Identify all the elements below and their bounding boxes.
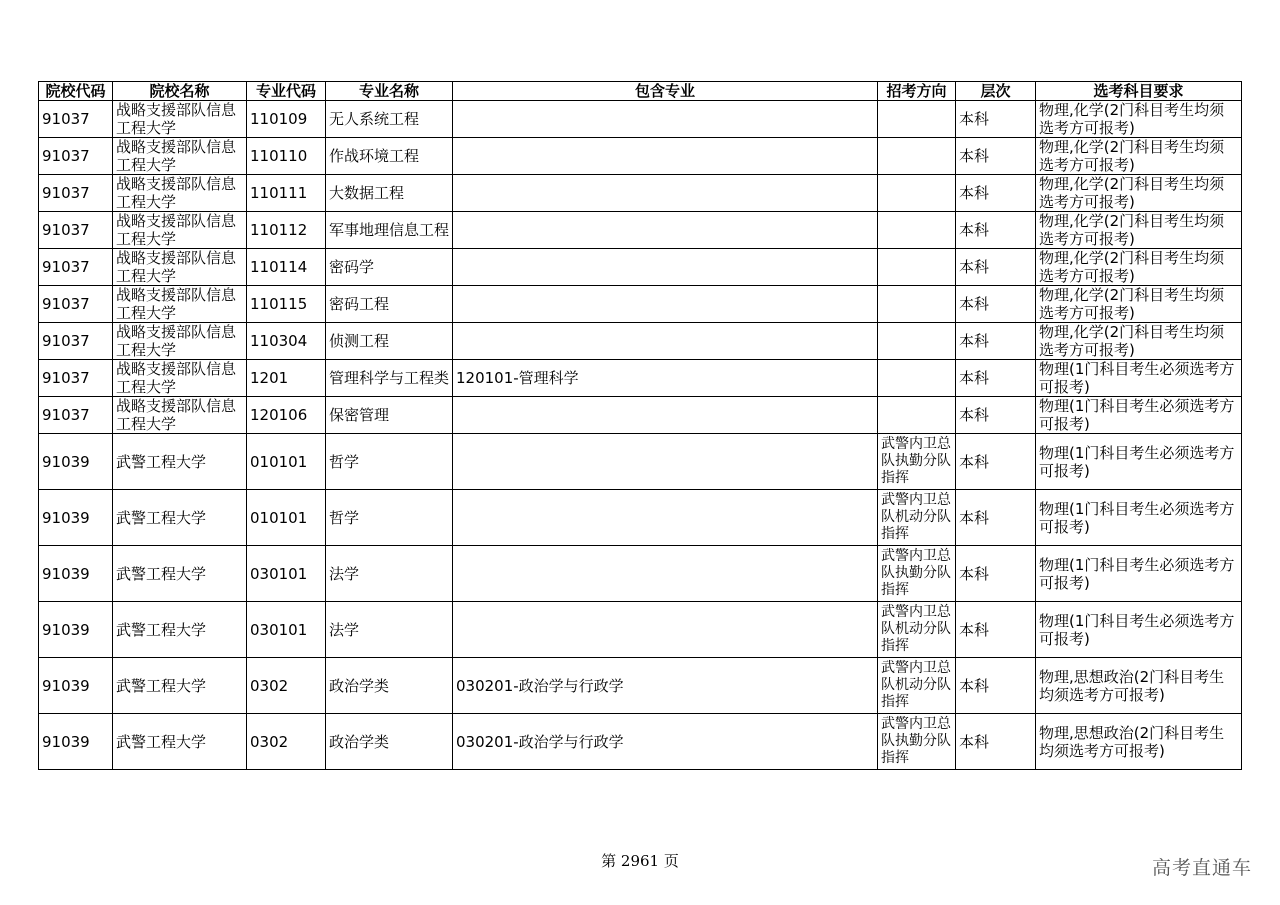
cell-requirement: 物理,化学(2门科目考生均须选考方可报考) [1036, 249, 1242, 286]
cell-major-name: 密码学 [326, 249, 453, 286]
cell-requirement: 物理,思想政治(2门科目考生均须选考方可报考) [1036, 658, 1242, 714]
cell-direction: 武警内卫总队执勤分队指挥 [878, 546, 956, 602]
cell-requirement: 物理(1门科目考生必须选考方可报考) [1036, 397, 1242, 434]
cell-school-code: 91037 [39, 101, 113, 138]
cell-school-code: 91039 [39, 602, 113, 658]
cell-school-code: 91039 [39, 658, 113, 714]
cell-major-code: 030101 [247, 602, 326, 658]
cell-major-code: 110114 [247, 249, 326, 286]
cell-requirement: 物理,化学(2门科目考生均须选考方可报考) [1036, 286, 1242, 323]
cell-included-majors [453, 546, 878, 602]
cell-major-name: 政治学类 [326, 658, 453, 714]
cell-requirement: 物理(1门科目考生必须选考方可报考) [1036, 602, 1242, 658]
cell-school-name: 武警工程大学 [113, 490, 247, 546]
cell-school-name: 战略支援部队信息工程大学 [113, 101, 247, 138]
cell-requirement: 物理(1门科目考生必须选考方可报考) [1036, 490, 1242, 546]
cell-major-code: 120106 [247, 397, 326, 434]
cell-major-name: 保密管理 [326, 397, 453, 434]
cell-direction: 武警内卫总队机动分队指挥 [878, 658, 956, 714]
cell-direction [878, 397, 956, 434]
cell-school-code: 91039 [39, 434, 113, 490]
cell-major-name: 大数据工程 [326, 175, 453, 212]
cell-major-code: 110110 [247, 138, 326, 175]
cell-included-majors [453, 397, 878, 434]
table-row [39, 360, 1242, 397]
cell-direction [878, 323, 956, 360]
cell-direction [878, 360, 956, 397]
cell-school-code: 91039 [39, 490, 113, 546]
table-row [39, 212, 1242, 249]
cell-included-majors [453, 138, 878, 175]
cell-included-majors [453, 212, 878, 249]
cell-requirement: 物理,思想政治(2门科目考生均须选考方可报考) [1036, 714, 1242, 770]
cell-level: 本科 [956, 101, 1036, 138]
cell-level: 本科 [956, 323, 1036, 360]
cell-direction: 武警内卫总队执勤分队指挥 [878, 714, 956, 770]
cell-major-name: 管理科学与工程类 [326, 360, 453, 397]
cell-major-code: 030101 [247, 546, 326, 602]
cell-major-name: 作战环境工程 [326, 138, 453, 175]
table-row [39, 249, 1242, 286]
cell-included-majors [453, 490, 878, 546]
cell-school-name: 战略支援部队信息工程大学 [113, 360, 247, 397]
watermark-logo-text: 高考直通车 [1151, 857, 1252, 879]
cell-school-name: 武警工程大学 [113, 714, 247, 770]
cell-school-code: 91037 [39, 212, 113, 249]
table-row [39, 602, 1242, 658]
cell-school-name: 战略支援部队信息工程大学 [113, 249, 247, 286]
cell-school-name: 战略支援部队信息工程大学 [113, 175, 247, 212]
header-row [39, 82, 1242, 101]
cell-direction [878, 138, 956, 175]
cell-requirement: 物理,化学(2门科目考生均须选考方可报考) [1036, 323, 1242, 360]
table-row [39, 714, 1242, 770]
cell-school-name: 武警工程大学 [113, 434, 247, 490]
cell-major-code: 010101 [247, 490, 326, 546]
cell-level: 本科 [956, 249, 1036, 286]
cell-major-code: 110304 [247, 323, 326, 360]
cell-school-code: 91037 [39, 360, 113, 397]
cell-major-name: 政治学类 [326, 714, 453, 770]
cell-major-name: 军事地理信息工程 [326, 212, 453, 249]
cell-requirement: 物理,化学(2门科目考生均须选考方可报考) [1036, 175, 1242, 212]
col-header-level: 层次 [956, 82, 1036, 101]
cell-school-name: 武警工程大学 [113, 602, 247, 658]
cell-requirement: 物理(1门科目考生必须选考方可报考) [1036, 360, 1242, 397]
cell-included-majors [453, 249, 878, 286]
cell-level: 本科 [956, 286, 1036, 323]
cell-included-majors [453, 175, 878, 212]
cell-school-code: 91037 [39, 249, 113, 286]
cell-major-name: 法学 [326, 602, 453, 658]
cell-included-majors: 120101-管理科学 [453, 360, 878, 397]
table-row [39, 434, 1242, 490]
table-row [39, 286, 1242, 323]
cell-school-code: 91037 [39, 175, 113, 212]
cell-included-majors [453, 434, 878, 490]
cell-level: 本科 [956, 138, 1036, 175]
cell-major-code: 0302 [247, 714, 326, 770]
cell-level: 本科 [956, 490, 1036, 546]
cell-requirement: 物理(1门科目考生必须选考方可报考) [1036, 546, 1242, 602]
cell-school-name: 战略支援部队信息工程大学 [113, 397, 247, 434]
cell-major-name: 哲学 [326, 490, 453, 546]
cell-included-majors [453, 101, 878, 138]
cell-direction [878, 212, 956, 249]
table-row [39, 658, 1242, 714]
cell-direction: 武警内卫总队机动分队指挥 [878, 602, 956, 658]
col-header-major-name: 专业名称 [326, 82, 453, 101]
cell-requirement: 物理,化学(2门科目考生均须选考方可报考) [1036, 138, 1242, 175]
cell-major-name: 无人系统工程 [326, 101, 453, 138]
cell-level: 本科 [956, 602, 1036, 658]
cell-major-code: 1201 [247, 360, 326, 397]
cell-level: 本科 [956, 212, 1036, 249]
cell-level: 本科 [956, 397, 1036, 434]
cell-major-code: 110112 [247, 212, 326, 249]
cell-direction [878, 101, 956, 138]
cell-direction [878, 175, 956, 212]
cell-included-majors: 030201-政治学与行政学 [453, 714, 878, 770]
cell-level: 本科 [956, 175, 1036, 212]
cell-major-name: 哲学 [326, 434, 453, 490]
cell-included-majors [453, 602, 878, 658]
cell-direction: 武警内卫总队机动分队指挥 [878, 490, 956, 546]
cell-school-name: 战略支援部队信息工程大学 [113, 323, 247, 360]
col-header-requirement: 选考科目要求 [1036, 82, 1242, 101]
table-row [39, 323, 1242, 360]
cell-school-name: 武警工程大学 [113, 546, 247, 602]
cell-major-name: 法学 [326, 546, 453, 602]
cell-major-code: 0302 [247, 658, 326, 714]
cell-school-name: 战略支援部队信息工程大学 [113, 286, 247, 323]
cell-school-name: 武警工程大学 [113, 658, 247, 714]
page-number: 第 2961 页 [601, 852, 679, 870]
cell-level: 本科 [956, 546, 1036, 602]
col-header-school-code: 院校代码 [39, 82, 113, 101]
cell-included-majors: 030201-政治学与行政学 [453, 658, 878, 714]
table-row [39, 101, 1242, 138]
cell-level: 本科 [956, 714, 1036, 770]
cell-major-code: 110109 [247, 101, 326, 138]
cell-requirement: 物理(1门科目考生必须选考方可报考) [1036, 434, 1242, 490]
cell-school-code: 91039 [39, 546, 113, 602]
cell-school-code: 91037 [39, 397, 113, 434]
cell-direction [878, 249, 956, 286]
table-row [39, 175, 1242, 212]
col-header-school-name: 院校名称 [113, 82, 247, 101]
cell-school-code: 91037 [39, 286, 113, 323]
table-row [39, 490, 1242, 546]
col-header-major-code: 专业代码 [247, 82, 326, 101]
table-row [39, 397, 1242, 434]
cell-level: 本科 [956, 658, 1036, 714]
cell-major-code: 110111 [247, 175, 326, 212]
admission-table [38, 81, 1242, 770]
col-header-direction: 招考方向 [878, 82, 956, 101]
cell-school-name: 战略支援部队信息工程大学 [113, 212, 247, 249]
cell-included-majors [453, 323, 878, 360]
cell-level: 本科 [956, 434, 1036, 490]
cell-major-name: 侦测工程 [326, 323, 453, 360]
cell-requirement: 物理,化学(2门科目考生均须选考方可报考) [1036, 101, 1242, 138]
cell-included-majors [453, 286, 878, 323]
cell-major-code: 110115 [247, 286, 326, 323]
cell-school-code: 91037 [39, 138, 113, 175]
col-header-included-majors: 包含专业 [453, 82, 878, 101]
table-row [39, 138, 1242, 175]
cell-school-name: 战略支援部队信息工程大学 [113, 138, 247, 175]
cell-direction [878, 286, 956, 323]
cell-direction: 武警内卫总队执勤分队指挥 [878, 434, 956, 490]
cell-major-code: 010101 [247, 434, 326, 490]
cell-school-code: 91037 [39, 323, 113, 360]
cell-level: 本科 [956, 360, 1036, 397]
cell-major-name: 密码工程 [326, 286, 453, 323]
table-row [39, 546, 1242, 602]
cell-school-code: 91039 [39, 714, 113, 770]
cell-requirement: 物理,化学(2门科目考生均须选考方可报考) [1036, 212, 1242, 249]
